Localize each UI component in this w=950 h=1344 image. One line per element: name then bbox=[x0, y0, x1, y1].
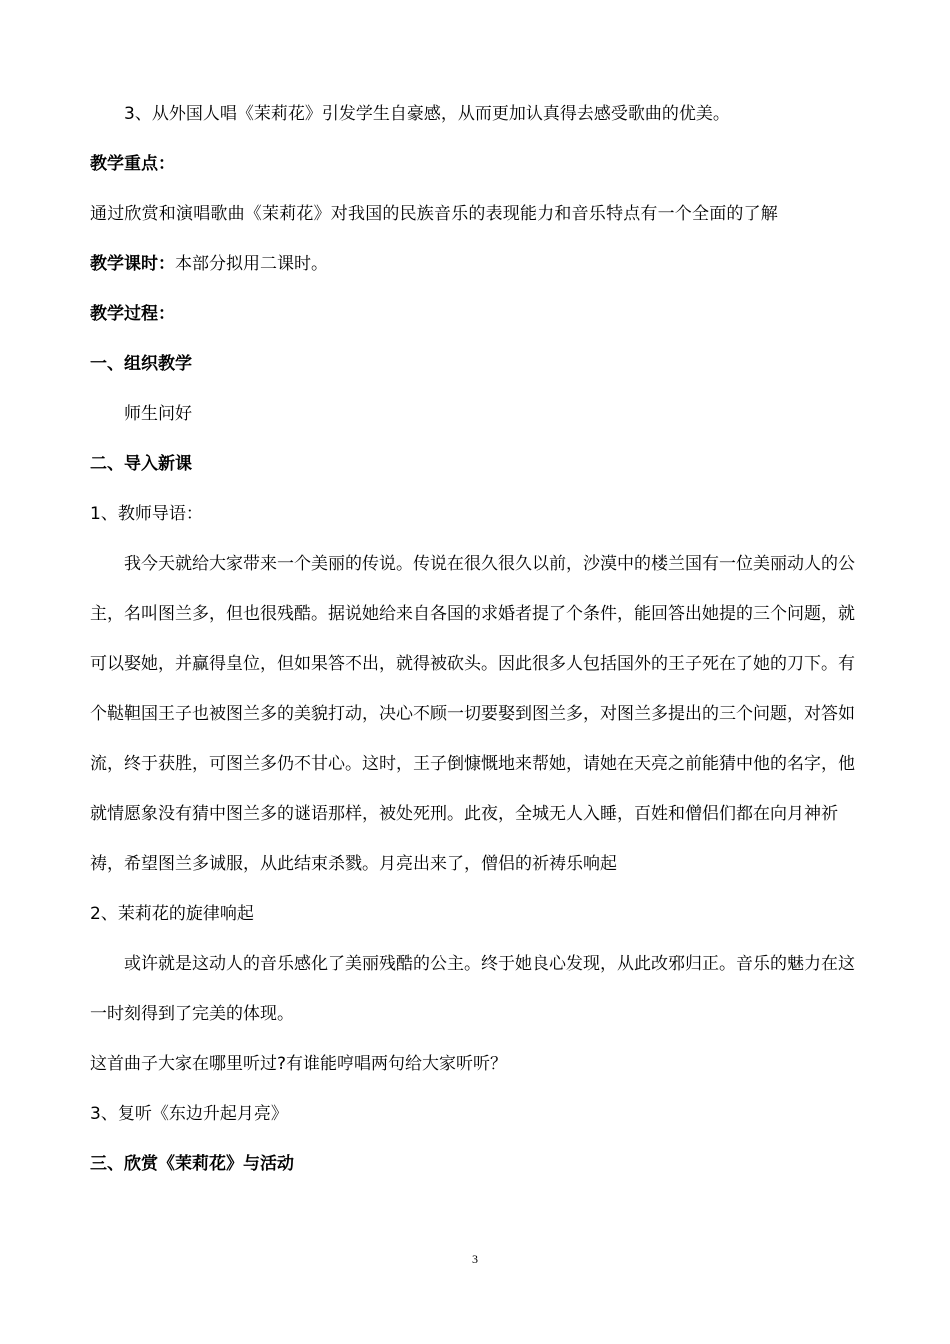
greeting-text: 师生问好 bbox=[124, 404, 192, 424]
section-2-heading: 二、导入新课 bbox=[90, 454, 192, 474]
document-body bbox=[90, 89, 860, 1189]
section-3-heading: 三、欣赏《茉莉花》与活动 bbox=[90, 1154, 294, 1174]
teacher-intro-label: 1、教师导语： bbox=[90, 504, 203, 524]
objective-item-3: 3、从外国人唱《茉莉花》引发学生自豪感，从而更加认真得去感受歌曲的优美。 bbox=[124, 104, 730, 124]
music-charm-paragraph: 或许就是这动人的音乐感化了美丽残酷的公主。终于她良心发现，从此改邪归正。音乐的魅力在这一时刻得到了完美的体现。 bbox=[90, 954, 855, 1024]
teaching-focus-text: 通过欣赏和演唱歌曲《茉莉花》对我国的民族音乐的表现能力和音乐特点有一个全面的了解 bbox=[90, 204, 778, 224]
lesson-hours-text: 本部分拟用二课时。 bbox=[175, 254, 328, 274]
story-paragraph: 我今天就给大家带来一个美丽的传说。传说在很久很久以前，沙漠中的楼兰国有一位美丽动人的公主，名叫图兰多，但也很残酷。据说她给来自各国的求婚者提了个条件，能回答出她提的三个问题，就可以娶她，并赢得皇位，但如果答不出，就得被砍头。因此很多人包括国外的王子死在了她的刀下。有个鞑靼国王子也被图兰多的美貌打动，决心不顾一切要娶到图兰多，对图兰多提出的三个问题，对答如流，终于获胜，可图兰多仍不甘心。这时，王子倒慷慨地来帮她，请她在天亮之前能猜中他的名字，他就情愿象没有猜中图兰多的谜语那样，被处死刑。此夜，全城无人入睡，百姓和僧侣们都在向月神祈祷，希望图兰多诚服，从此结束杀戮。月亮出来了，僧侣的祈祷乐响起 bbox=[90, 554, 855, 874]
section-1-heading: 一、组织教学 bbox=[90, 354, 192, 374]
replay-item: 3、复听《东边升起月亮》 bbox=[90, 1104, 288, 1124]
melody-heading: 2、茉莉花的旋律响起 bbox=[90, 904, 254, 924]
question-text: 这首曲子大家在哪里听过?有谁能哼唱两句给大家听听？ bbox=[90, 1054, 508, 1074]
page-number: 3 bbox=[472, 1252, 478, 1266]
lesson-hours bbox=[90, 239, 860, 289]
teaching-focus-heading: 教学重点： bbox=[90, 154, 175, 174]
lesson-hours-label: 教学课时： bbox=[90, 254, 175, 274]
teaching-process-heading: 教学过程： bbox=[90, 304, 175, 324]
